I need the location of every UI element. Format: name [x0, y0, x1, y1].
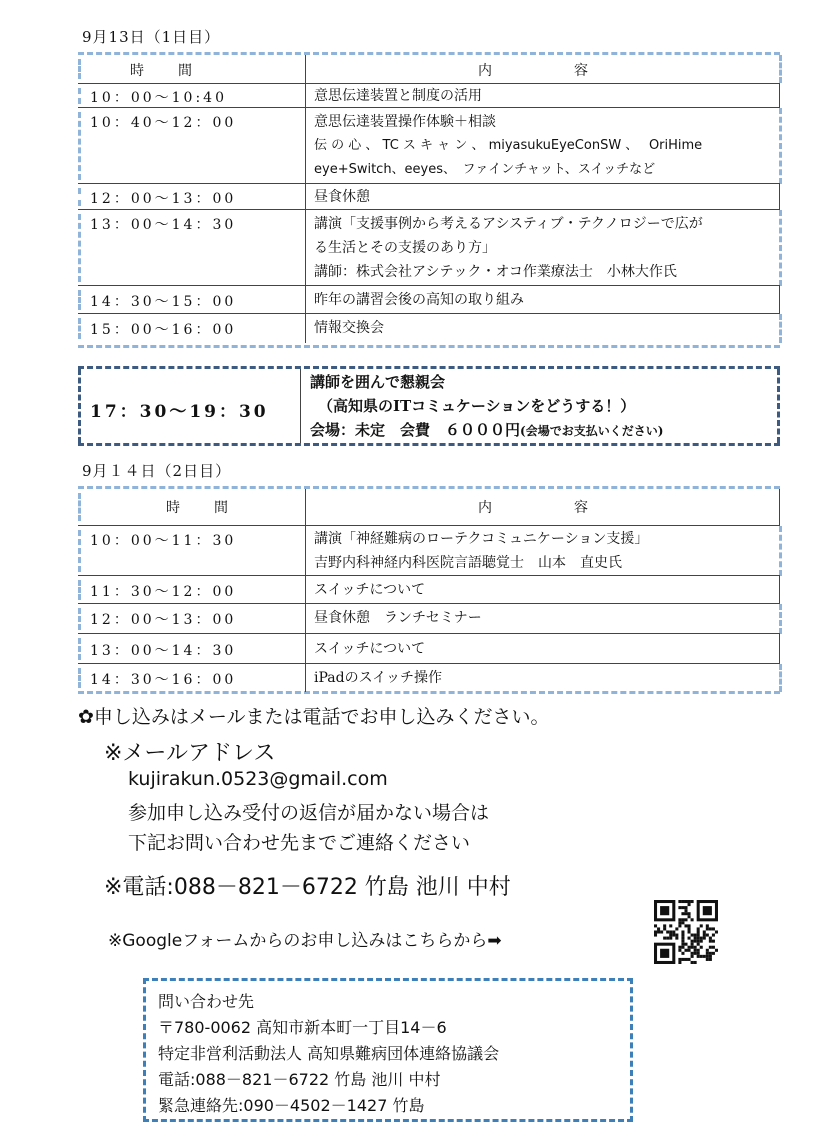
- row-content: 昼食休憩 ランチセミナー: [314, 610, 482, 626]
- row-time: 11：30～12：00: [90, 584, 237, 600]
- table-row: [78, 603, 780, 634]
- table-row: [78, 313, 780, 343]
- row-content: 情報交換会: [314, 320, 384, 336]
- contact-org: 特定非営利活動法人 高知県難病団体連絡協議会: [158, 1044, 500, 1063]
- party-title: 講師を囲んで懇親会: [310, 373, 446, 391]
- contact-emergency: 緊急連絡先:090－4502－1427 竹島: [158, 1096, 425, 1115]
- table-row: [78, 183, 780, 210]
- contact-address: 〒780-0062 高知市新本町一丁目14－6: [158, 1018, 447, 1037]
- table-header: [78, 489, 780, 525]
- reply-note-1: 参加申し込み受付の返信が届かない場合は: [128, 802, 490, 824]
- row-content: 昨年の講習会後の高知の取り組み: [314, 292, 524, 308]
- table-row: [78, 525, 780, 576]
- row-content: 講演「神経難病のローテクコミュニケーション支援」 吉野内科神経内科医院言語聴覚士 山本 直史氏: [314, 531, 649, 571]
- header-content: 内 容: [478, 63, 590, 79]
- row-content: 意思伝達装置操作体験＋相談 伝 の 心 、 TC ス キ ャ ン 、 miyasukuEyeConSW 、 OriHime eye+Switch、eeyes、 ファインチャット、スイッチなど: [314, 114, 703, 177]
- contact-box: [143, 978, 633, 1122]
- day2-schedule-table: [78, 486, 780, 694]
- row-content: 昼食休憩: [314, 189, 370, 205]
- social-gathering-box: [78, 366, 780, 446]
- row-time: 13：00～14：30: [90, 643, 237, 659]
- row-content: 講演「支援事例から考えるアシスティブ・テクノロジーで広が る生活とその支援のあり方」 講師：株式会社アシテック・オコ作業療法士 小林大作氏: [314, 216, 703, 280]
- row-time: 12：00～13：00: [90, 191, 237, 207]
- header-content: 内 容: [478, 500, 590, 516]
- flower-icon: ✿: [78, 706, 94, 728]
- apply-instruction: ✿申し込みはメールまたは電話でお申し込みください。: [78, 706, 550, 728]
- row-time: 10：00～10:40: [90, 90, 227, 106]
- day2-date: 9月１４日（2日目）: [82, 462, 232, 480]
- day1-schedule-table: [78, 52, 780, 348]
- contact-tel: 電話:088－821－6722 竹島 池川 中村: [158, 1070, 441, 1089]
- header-time: 時 間: [130, 63, 194, 79]
- table-header: [78, 55, 780, 83]
- contact-title: 問い合わせ先: [158, 992, 255, 1011]
- reply-note-2: 下記お問い合わせ先までご連絡ください: [128, 832, 471, 854]
- table-row: [78, 107, 780, 184]
- table-row: [78, 633, 780, 664]
- party-time: 17：30～19：30: [90, 402, 269, 422]
- header-time: 時 間: [166, 500, 230, 516]
- party-subtitle: （高知県のITコミュケーションをどうする！）: [318, 397, 636, 415]
- row-time: 15：00～16：00: [90, 322, 237, 338]
- table-row: [78, 209, 780, 286]
- table-row: [78, 575, 780, 604]
- row-time: 14：30～15：00: [90, 294, 237, 310]
- row-time: 13：00～14：30: [90, 217, 237, 233]
- row-content: スイッチについて: [314, 582, 426, 598]
- row-time: 12：00～13：00: [90, 612, 237, 628]
- table-row: [78, 285, 780, 314]
- phone-number: ※電話:088－821－6722 竹島 池川 中村: [104, 875, 511, 900]
- day1-date: 9月13日（1日目）: [82, 28, 221, 46]
- table-row: [78, 83, 780, 108]
- google-form-note: ※Googleフォームからのお申し込みはこちらから➡: [108, 931, 502, 951]
- table-row: [78, 663, 780, 692]
- mail-title: ※メールアドレス: [104, 741, 276, 766]
- row-content: スイッチについて: [314, 641, 426, 657]
- qr-code-icon[interactable]: [654, 900, 718, 964]
- party-venue: 会場：未定 会費 ６０００円(会場でお支払いください): [310, 421, 664, 439]
- row-content: iPadのスイッチ操作: [314, 670, 443, 686]
- email-address[interactable]: kujirakun.0523@gmail.com: [128, 768, 388, 790]
- row-time: 10：00～11：30: [90, 533, 237, 549]
- row-time: 10：40～12：00: [90, 115, 237, 131]
- row-content: 意思伝達装置と制度の活用: [314, 88, 482, 104]
- row-time: 14：30～16：00: [90, 672, 237, 688]
